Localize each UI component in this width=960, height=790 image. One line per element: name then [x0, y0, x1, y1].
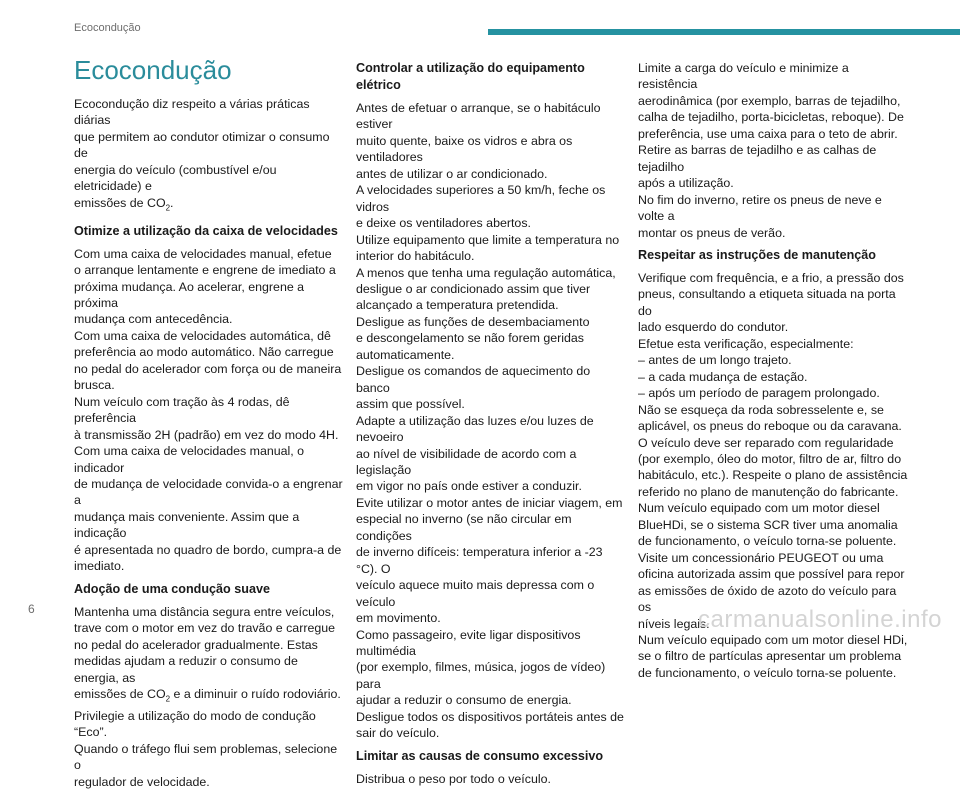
intro-paragraph [74, 96, 344, 217]
page-number: 6 [28, 602, 35, 616]
body-electrical-equipment: Antes de efetuar o arranque, se o habitáculo estiver muito quente, baixe os vidros e abra os ventiladores antes de utilizar o ar condicionado. A velocidades superiores a 50 km/h, feche os vidros e deixe os ventiladores abertos. Utilize equipamento que limite a temperatura no interior do habitáculo. A menos que tenha uma regulação automática, desligue o ar condicionado assim que tiver alcançado a temperatura pretendida. Desligue as funções de desembaciamento e descongelamento se não forem geridas automaticamente. Desligue os comandos de aquecimento do banco assim que possível. Adapte a utilização das luzes e/ou luzes de nevoeiro ao nível de visibilidade de acordo com a legislação em vigor no país onde estiver a conduzir. Evite utilizar o motor antes de iniciar viagem, em especial no inverno (se não circular em condições de inverno difíceis: temperatura inferior a -23 °C). O veículo aquece muito mais depressa com o veículo em movimento. Como passageiro, evite ligar dispositivos multimédia (por exemplo, filmes, música, jogos de vídeo) para ajudar a reduzir o consumo de energia. Desligue todos os dispositivos portáteis antes de sair do veículo. [356, 101, 624, 741]
body-excess-consumption: Distribua o peso por todo o veículo. [356, 771, 551, 786]
page-title: Ecocondução [74, 55, 232, 85]
header-section-label: Ecocondução [74, 22, 141, 34]
heading-maintenance: Respeitar as instruções de manutenção [638, 247, 876, 262]
body-gearbox: Com uma caixa de velocidades manual, efetue o arranque lentamente e engrene de imediato a próxima mudança. Ao acelerar, engrene a próxima mudança com antecedência. Com uma caixa de velocidades automática, dê preferência ao modo automático. Não carregue no pedal do acelerador com força ou de maneira brusca. Num veículo com tração às 4 rodas, dê preferência à transmissão 2H (padrão) em vez do modo 4H. Com uma caixa de velocidades manual, o indicador de mudança de velocidade convida-o a engrenar a mudança mais conveniente. Assim que a indicação é apresentada no quadro de bordo, cumpra-a de imediato. [74, 246, 343, 574]
smooth-text-b: e a diminuir o ruído rodoviário. Privilegie a utilização do modo de condução “Eco”. Quando o tráfego flui sem problemas, selecione o regulador de velocidade. [74, 686, 341, 789]
body-smooth-driving [74, 604, 344, 790]
heading-excess-consumption: Limitar as causas de consumo excessivo [356, 748, 604, 763]
heading-gearbox: Otimize a utilização da caixa de velocidades [74, 223, 338, 238]
heading-electrical-equipment: Controlar a utilização do equipamento elétrico [356, 61, 585, 92]
column-2 [356, 60, 626, 787]
heading-smooth-driving: Adoção de uma condução suave [74, 581, 270, 596]
intro-text-b: . [170, 195, 174, 210]
column-3 [638, 60, 908, 681]
body-load-continuation: Limite a carga do veículo e minimize a resistência aerodinâmica (por exemplo, barras de tejadilho, calha de tejadilho, porta-bicicletas, reboque). De preferência, use uma caixa para o teto de abrir. Retire as barras de tejadilho e as calhas de tejadilho após a utilização. No fim do inverno, retire os pneus de neve e volte a montar os pneus de verão. [638, 61, 904, 240]
intro-text-a: Ecocondução diz respeito a várias práticas diárias que permitem ao condutor otimizar o consumo de energia do veículo (combustível e/ou eletricidade) e emissões de CO [74, 97, 330, 210]
watermark: carmanualsonline.info [698, 606, 942, 633]
smooth-subscript: 2 [165, 694, 171, 704]
header-accent-bar [488, 29, 960, 35]
body-maintenance: Verifique com frequência, e a frio, a pressão dos pneus, consultando a etiqueta situada na porta do lado esquerdo do condutor. Efetue esta verificação, especialmente: – antes de um longo trajeto. – a cada mudança de estação. – após um período de paragem prolongado. Não se esqueça da roda sobresselente e, se aplicável, os pneus do reboque ou da caravana. O veículo deve ser reparado com regularidade (por exemplo, óleo do motor, filtro de ar, filtro do habitáculo, etc.). Respeite o plano de assistência referido no plano de manutenção do fabricante. Num veículo equipado com um motor diesel BlueHDi, se o sistema SCR tiver uma anomalia de funcionamento, o veículo torna-se poluente. Visite um concessionário PEUGEOT ou uma oficina autorizada assim que possível para repor as emissões de óxido de azoto do veículo para os níveis legais. Num veículo equipado com um motor diesel HDi, se o filtro de partículas apresentar um problema de funcionamento, o veículo torna-se poluente. [638, 270, 908, 680]
smooth-text-a: Mantenha uma distância segura entre veículos, trave com o motor em vez do travão e carregue no pedal do acelerador gradualmente. Estas medidas ajudam a reduzir o consumo de energia, as emissões de CO [74, 604, 336, 701]
intro-subscript: 2 [165, 203, 171, 213]
column-1 [74, 56, 344, 790]
